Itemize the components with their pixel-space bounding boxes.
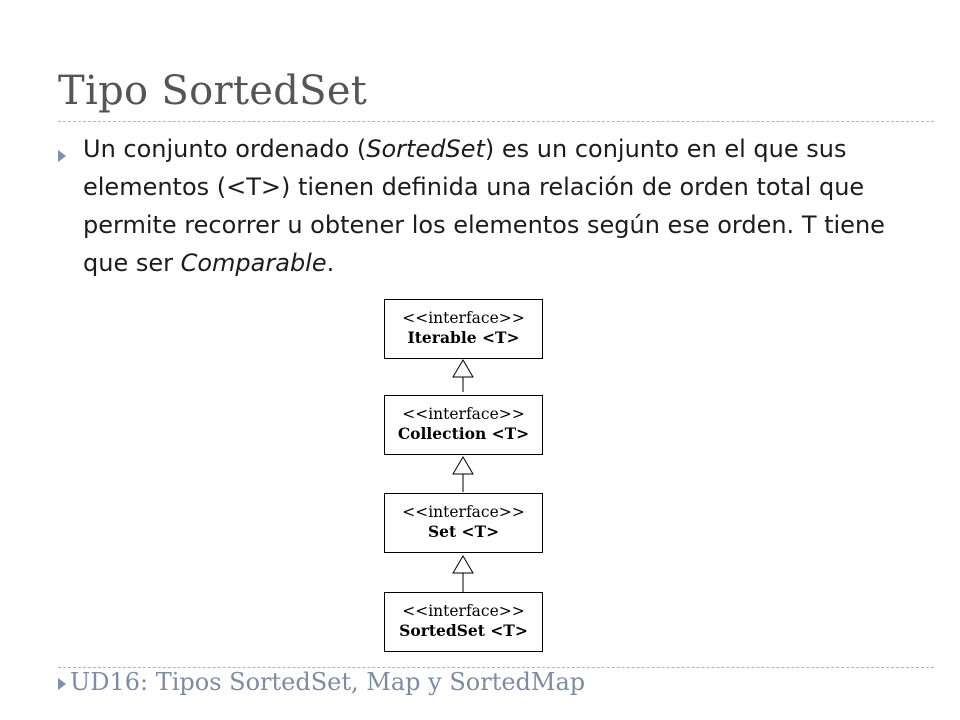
interface-name: SortedSet <T> [399, 621, 528, 640]
bullet-text-part: Un conjunto ordenado ( [83, 135, 367, 163]
interface-name: Iterable <T> [407, 328, 520, 347]
interface-box-collection [384, 395, 543, 455]
footer-arrow-icon [58, 678, 66, 690]
stereotype-label: <<interface>> [402, 405, 525, 423]
stereotype-label: <<interface>> [402, 309, 525, 327]
stereotype-label: <<interface>> [402, 602, 525, 620]
inheritance-link-sortedset-set [453, 556, 473, 592]
interface-name: Collection <T> [397, 424, 530, 443]
comparable-term: Comparable [180, 249, 327, 277]
interface-box-sortedset [384, 592, 543, 652]
inheritance-arrow-icon [453, 556, 473, 573]
inheritance-link-collection-iterable [453, 360, 473, 392]
bullet-text-part: ) es un conjunto en el que sus elementos (<T>) tienen definida una relación de orden total que permite recorrer u obtener los elementos según ese orden. T tiene que ser [83, 135, 885, 277]
interface-box-iterable [384, 299, 543, 359]
bullet-text-part: . [326, 249, 335, 277]
stereotype-label: <<interface>> [402, 503, 525, 521]
sortedset-term: SortedSet [366, 135, 485, 163]
interface-name: Set <T> [427, 522, 500, 541]
inheritance-arrow-icon [453, 457, 473, 474]
slide-title: Tipo SortedSet [58, 68, 368, 114]
interface-box-set [384, 493, 543, 553]
slide-footer: UD16: Tipos SortedSet, Map y SortedMap [70, 668, 586, 696]
inheritance-link-set-collection [453, 457, 473, 492]
inheritance-arrow-icon [453, 360, 473, 377]
